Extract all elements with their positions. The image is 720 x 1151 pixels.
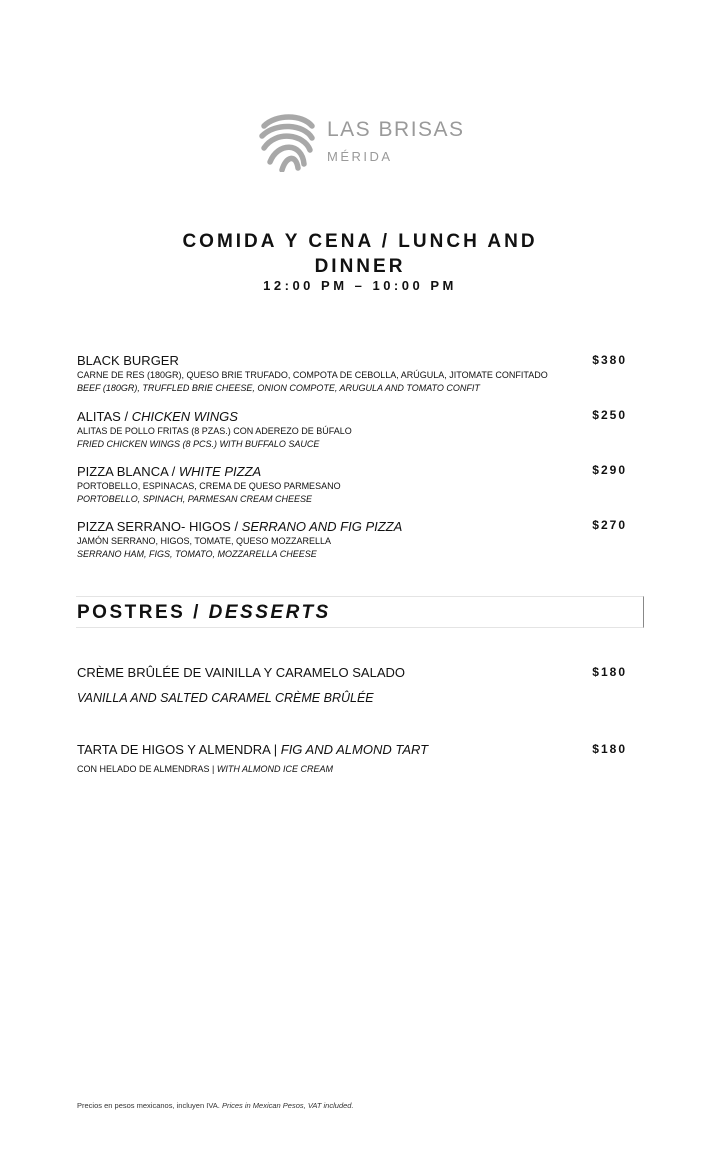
dessert-subtitle-es: CON HELADO DE ALMENDRAS bbox=[77, 764, 210, 774]
dessert-name-separator: | bbox=[270, 742, 281, 757]
item-name-en: CHICKEN WINGS bbox=[131, 409, 238, 424]
item-price: $290 bbox=[592, 463, 627, 477]
desserts-title-en: DESSERTS bbox=[208, 602, 331, 623]
item-name-separator: / bbox=[120, 409, 132, 424]
section-title: COMIDA Y CENA / LUNCH AND DINNER bbox=[182, 231, 538, 277]
item-name bbox=[77, 353, 637, 369]
dessert-name-en: FIG AND ALMOND TART bbox=[280, 742, 429, 757]
menu-item bbox=[77, 353, 637, 395]
desserts-title bbox=[77, 602, 331, 624]
dessert-subtitle bbox=[77, 764, 637, 774]
brand-name: LAS BRISAS bbox=[327, 118, 465, 141]
item-name-separator: / bbox=[230, 519, 242, 534]
desserts-title-separator: / bbox=[185, 602, 209, 623]
item-price: $270 bbox=[592, 518, 627, 532]
item-name bbox=[77, 519, 637, 535]
item-description-en: BEEF (180GR), TRUFFLED BRIE CHEESE, ONION COMPOTE, ARUGULA AND TOMATO CONFIT bbox=[77, 383, 480, 393]
menu-item bbox=[77, 409, 637, 451]
item-name bbox=[77, 409, 637, 425]
brand-city: MÉRIDA bbox=[327, 149, 393, 164]
item-description-en: FRIED CHICKEN WINGS (8 PCS.) WITH BUFFALO SAUCE bbox=[77, 439, 320, 449]
dessert-subtitle-separator: | bbox=[209, 764, 217, 774]
item-name-separator: / bbox=[168, 464, 179, 479]
dessert-name bbox=[77, 742, 637, 758]
item-name-es: ALITAS bbox=[77, 409, 121, 424]
item-name-es: PIZZA BLANCA bbox=[77, 464, 169, 479]
dessert-subtitle-en: WITH ALMOND ICE CREAM bbox=[216, 764, 334, 774]
footnote-en: Prices in Mexican Pesos, VAT included. bbox=[221, 1101, 354, 1110]
item-description-en: SERRANO HAM, FIGS, TOMATO, MOZZARELLA CHEESE bbox=[77, 549, 317, 559]
menu-item bbox=[77, 464, 637, 506]
item-name-es: BLACK BURGER bbox=[77, 353, 179, 368]
desserts-title-es: POSTRES bbox=[77, 602, 186, 623]
item-name-es: PIZZA SERRANO- HIGOS bbox=[77, 519, 231, 534]
item-description-es: ALITAS DE POLLO FRITAS (8 PZAS.) CON ADEREZO DE BÚFALO bbox=[77, 426, 352, 436]
item-description-en: PORTOBELLO, SPINACH, PARMESAN CREAM CHEESE bbox=[77, 494, 313, 504]
service-hours: 12:00 PM – 10:00 PM bbox=[263, 278, 457, 293]
dessert-name-en: VANILLA AND SALTED CARAMEL CRÈME BRÛLÉE bbox=[77, 691, 374, 705]
dessert-price: $180 bbox=[592, 665, 627, 679]
item-price: $380 bbox=[592, 353, 627, 367]
dessert-name-es: TARTA DE HIGOS Y ALMENDRA bbox=[77, 742, 271, 757]
item-name bbox=[77, 464, 637, 480]
menu-item bbox=[77, 519, 637, 561]
dessert-name-es: CRÈME BRÛLÉE DE VAINILLA Y CARAMELO SALADO bbox=[77, 665, 406, 680]
brand-logo bbox=[258, 112, 478, 172]
price-footnote bbox=[77, 1101, 354, 1110]
dessert-item bbox=[77, 742, 637, 774]
dessert-item bbox=[77, 665, 637, 705]
item-name-en: WHITE PIZZA bbox=[178, 464, 262, 479]
dessert-price: $180 bbox=[592, 742, 627, 756]
wave-shell-icon bbox=[258, 112, 316, 172]
item-description-es: PORTOBELLO, ESPINACAS, CREMA DE QUESO PARMESANO bbox=[77, 481, 341, 491]
item-name-en: SERRANO AND FIG PIZZA bbox=[241, 519, 403, 534]
footnote-es: Precios en pesos mexicanos, incluyen IVA. bbox=[77, 1101, 220, 1110]
item-description-es: JAMÓN SERRANO, HIGOS, TOMATE, QUESO MOZZARELLA bbox=[77, 536, 332, 546]
item-price: $250 bbox=[592, 408, 627, 422]
item-description-es: CARNE DE RES (180GR), QUESO BRIE TRUFADO, COMPOTA DE CEBOLLA, ARÚGULA, JITOMATE CONFITADO bbox=[77, 370, 548, 380]
